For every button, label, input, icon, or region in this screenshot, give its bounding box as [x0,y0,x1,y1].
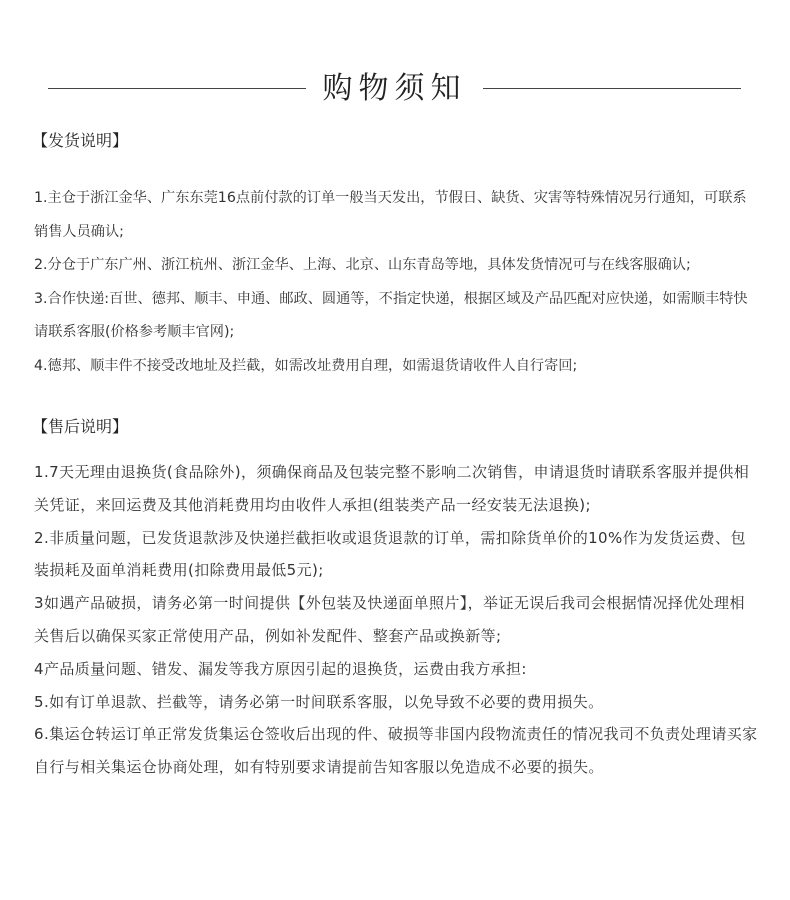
shipping-item: 4.德邦、顺丰件不接受改地址及拦截，如需改址费用自理，如需退货请收件人自行寄回; [34,357,578,374]
shipping-item: 3.合作快递:百世、德邦、顺丰、申通、邮政、圆通等，不指定快递，根据区域及产品匹配对应快递，如需顺丰特快请联系客服(价格参考顺丰官网); [34,290,748,340]
aftersale-item: 2.非质量问题，已发货退款涉及快递拦截拒收或退货退款的订单，需扣除货单价的10%作为发货运费、包装损耗及面单消耗费用(扣除费用最低5元); [34,528,746,580]
aftersale-item: 3如遇产品破损，请务必第一时间提供【外包装及快递面单照片】，举证无误后我司会根据情况择优处理相关售后以确保买家正常使用产品，例如补发配件、整套产品或换新等; [34,594,745,645]
shipping-item: 2.分仓于广东广州、浙江杭州、浙江金华、上海、北京、山东青岛等地，具体发货情况可与在线客服确认; [34,257,691,273]
shipping-list [34,182,760,383]
shipping-item: 1.主仓于浙江金华、广东东莞16点前付款的订单一般当天发出，节假日、缺货、灾害等特殊情况另行通知，可联系销售人员确认; [34,190,747,240]
page-title: 购物须知 [322,71,467,106]
aftersale-item: 6.集运仓转运订单正常发货集运仓签收后出现的件、破损等非国内段物流责任的情况我司不负责处理请买家自行与相关集运仓协商处理，如有特别要求请提前告知客服以免造成不必要的损失。 [34,725,758,777]
aftersale-item: 5.如有订单退款、拦截等，请务必第一时间联系客服，以免导致不必要的费用损失。 [34,692,604,711]
aftersale-item: 1.7天无理由退换货(食品除外)，须确保商品及包装完整不影响二次销售，申请退货时请联系客服并提供相关凭证，来回运费及其他消耗费用均由收件人承担(组装类产品一经安装无法退换); [34,463,750,514]
aftersale-list [34,456,758,784]
title-divider-right [483,88,741,89]
aftersale-item: 4产品质量问题、错发、漏发等我方原因引起的退换货，运费由我方承担: [34,659,527,678]
title-divider-left [48,88,306,89]
aftersale-heading: 【售后说明】 [32,417,129,436]
shipping-heading: 【发货说明】 [32,131,129,150]
title-row [0,66,790,112]
